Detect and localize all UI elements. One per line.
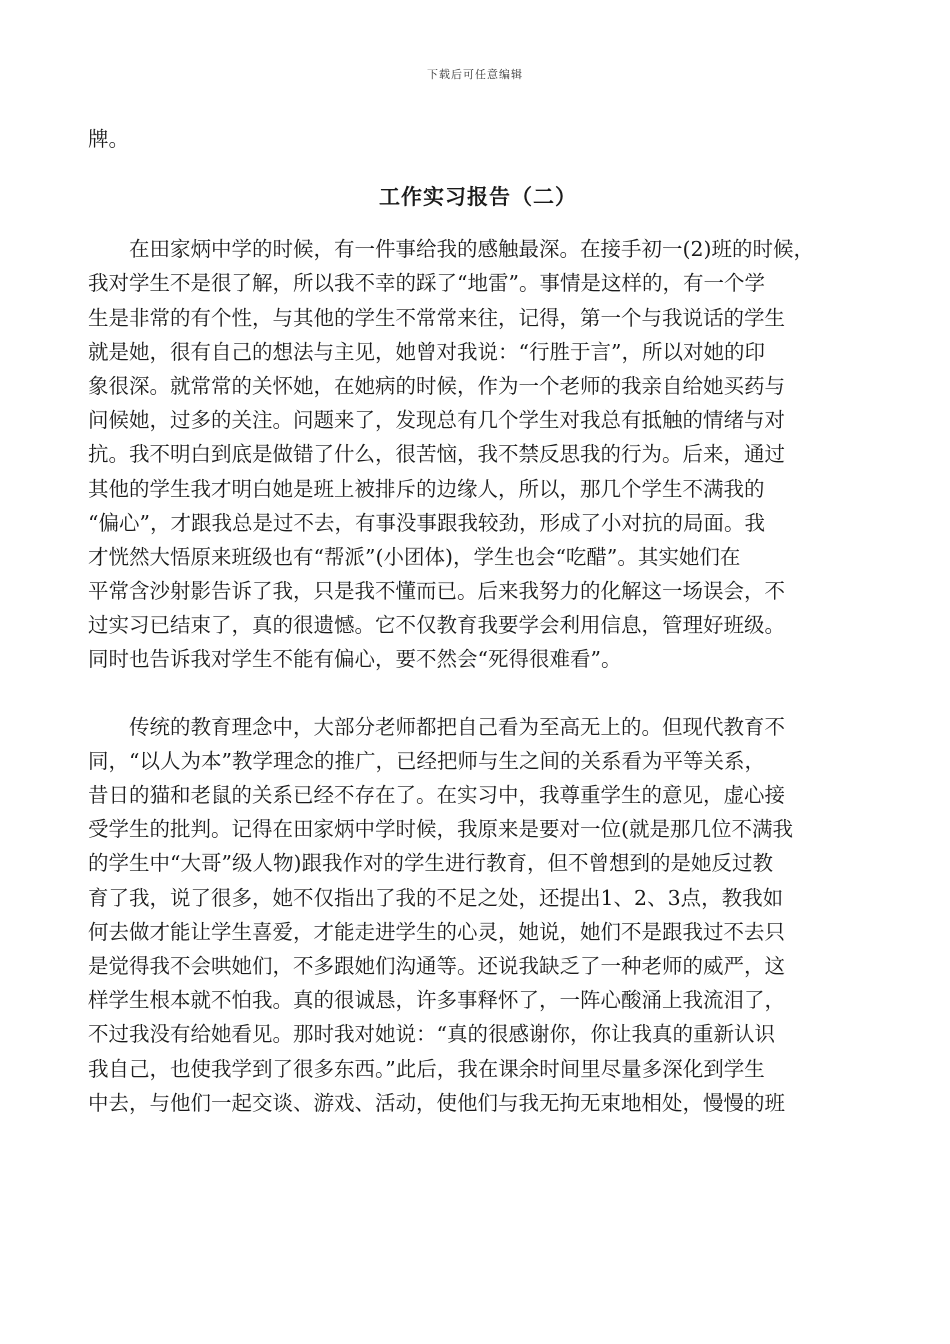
paragraph-line: 才恍然大悟原来班级也有“帮派”(小团体)，学生也会“吃醋”。其实她们在 <box>88 544 741 569</box>
paragraph-line: 我自己，也使我学到了很多东西。”此后，我在课余时间里尽量多深化到学生 <box>88 1056 765 1081</box>
paragraph-line: 传统的教育理念中，大部分老师都把自己看为至高无上的。但现代教育不 <box>88 714 785 739</box>
continuation-text: 牌。 <box>88 127 129 151</box>
paragraph-1 <box>88 232 878 676</box>
paragraph-line: 育了我，说了很多，她不仅指出了我的不足之处，还提出1、2、3点，教我如 <box>88 885 784 910</box>
paragraph-line: 受学生的批判。记得在田家炳中学时候，我原来是要对一位(就是那几位不满我 <box>88 817 793 842</box>
paragraph-gap <box>88 677 878 710</box>
paragraph-line: 中去，与他们一起交谈、游戏、活动，使他们与我无拘无束地相处，慢慢的班 <box>88 1090 785 1115</box>
paragraph-line: 就是她，很有自己的想法与主见，她曾对我说：“行胜于言”，所以对她的印 <box>88 339 765 364</box>
paragraph-2 <box>88 710 878 1120</box>
paragraph-line: 平常含沙射影告诉了我，只是我不懂而已。后来我努力的化解这一场误会，不 <box>88 579 785 604</box>
paragraph-line: 不过我没有给她看见。那时我对她说：“真的很感谢你，你让我真的重新认识 <box>88 1022 775 1047</box>
paragraph-line: “偏心”，才跟我总是过不去，有事没事跟我较劲，形成了小对抗的局面。我 <box>88 510 765 535</box>
paragraph-line: 在田家炳中学的时候，有一件事给我的感触最深。在接手初一(2)班的时候， <box>88 237 815 262</box>
paragraph-line: 其他的学生我才明白她是班上被排斥的边缘人，所以，那几个学生不满我的 <box>88 476 765 501</box>
paragraph-line: 问候她，过多的关注。问题来了，发现总有几个学生对我总有抵触的情绪与对 <box>88 408 785 433</box>
paragraph-line: 同时也告诉我对学生不能有偏心，要不然会“死得很难看”。 <box>88 647 622 672</box>
paragraph-line: 的学生中“大哥”级人物)跟我作对的学生进行教育，但不曾想到的是她反过教 <box>88 851 773 876</box>
paragraph-line: 抗。我不明白到底是做错了什么，很苦恼，我不禁反思我的行为。后来，通过 <box>88 442 785 467</box>
paragraph-line: 昔日的猫和老鼠的关系已经不存在了。在实习中，我尊重学生的意见，虚心接 <box>88 783 785 807</box>
paragraph-line: 我对学生不是很了解，所以我不幸的踩了“地雷”。事情是这样的，有一个学 <box>88 271 765 296</box>
paragraph-line: 生是非常的有个性，与其他的学生不常常来往，记得，第一个与我说话的学生 <box>88 305 785 330</box>
paragraph-line: 样学生根本就不怕我。真的很诚恳，许多事释怀了，一阵心酸涌上我流泪了， <box>88 988 785 1013</box>
page-header: 下载后可任意编辑 <box>427 68 523 81</box>
paragraph-line: 同，“以人为本”教学理念的推广，已经把师与生之间的关系看为平等关系， <box>88 748 765 773</box>
paragraph-line: 何去做才能让学生喜爱，才能走进学生的心灵，她说，她们不是跟我过不去只 <box>88 919 785 944</box>
paragraph-line: 过实习已结束了，真的很遗憾。它不仅教育我要学会利用信息，管理好班级。 <box>88 613 785 638</box>
document-body <box>88 122 878 1120</box>
paragraph-line: 象很深。就常常的关怀她，在她病的时候，作为一个老师的我亲自给她买药与 <box>88 373 785 398</box>
section-title: 工作实习报告（二） <box>379 184 577 210</box>
paragraph-line: 是觉得我不会哄她们，不多跟她们沟通等。还说我缺乏了一种老师的威严，这 <box>88 953 785 978</box>
